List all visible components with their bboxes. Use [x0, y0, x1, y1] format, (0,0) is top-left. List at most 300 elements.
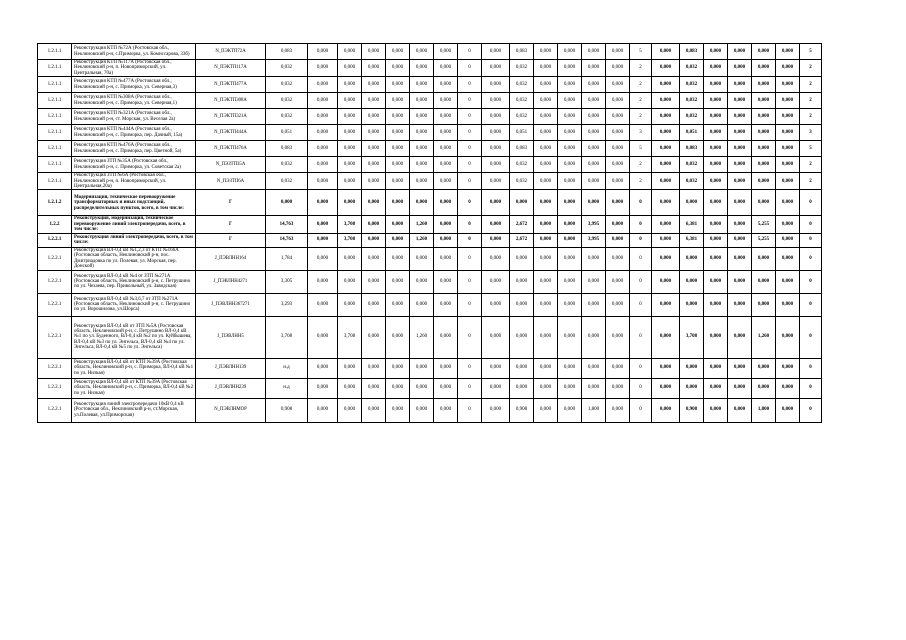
value-cell: 2,672	[510, 216, 534, 233]
value-cell: 0,000	[362, 378, 386, 398]
value-cell: 0,000	[776, 141, 800, 157]
project-name-cell: Реконструкция КТП №117А (Ростовская обл., Неклиновский р-н, п. Новоприморский, ул. Центральная, 70а)	[72, 60, 196, 77]
value-cell: 0,000	[482, 216, 510, 233]
value-cell: 0,000	[434, 173, 458, 190]
value-cell: 0,000	[752, 109, 776, 125]
value-cell: 0,032	[510, 109, 534, 125]
value-cell: 0,000	[308, 270, 338, 293]
value-cell: 0,000	[582, 247, 606, 270]
value-cell: 0,000	[410, 141, 434, 157]
value-cell: 0,000	[776, 44, 800, 60]
project-name-cell: Реконструкция ЗТП №35А (Ростовская обл., Неклиновский р-н, с. Приморка, ул. Советская 2а)	[72, 157, 196, 173]
value-cell: 0,000	[652, 358, 680, 378]
value-cell: 0,000	[680, 358, 704, 378]
value-cell: 0,000	[652, 141, 680, 157]
value-cell: 0,000	[728, 93, 752, 109]
value-cell: 3,305	[266, 270, 308, 293]
value-cell: 0	[458, 293, 482, 316]
project-code-cell: J_ПЭВЛНН164	[196, 247, 266, 270]
value-cell: 0,000	[308, 378, 338, 398]
value-cell: 0,000	[776, 125, 800, 141]
value-cell: 0,000	[558, 157, 582, 173]
value-cell: 0,000	[410, 398, 434, 422]
value-cell: 0,000	[558, 316, 582, 358]
value-cell: 0,000	[704, 109, 728, 125]
value-cell: 0,000	[308, 109, 338, 125]
value-cell: 0	[458, 141, 482, 157]
value-cell: 0	[458, 109, 482, 125]
value-cell: 0	[458, 216, 482, 233]
value-cell: 0,000	[728, 157, 752, 173]
project-name-cell: Реконструкция, модернизация, техническое перевооружение линий электропередачи, всего, в том числе:	[72, 216, 196, 233]
value-cell: 0	[630, 358, 652, 378]
value-cell: 0,000	[308, 233, 338, 247]
value-cell: 0,000	[410, 44, 434, 60]
value-cell: 0	[458, 125, 482, 141]
investment-program-table	[37, 43, 822, 423]
value-cell: 0,000	[752, 247, 776, 270]
value-cell: 0,000	[582, 109, 606, 125]
value-cell: 0,000	[434, 378, 458, 398]
value-cell: 0,000	[434, 358, 458, 378]
value-cell: 0,000	[752, 141, 776, 157]
value-cell: 1,784	[266, 247, 308, 270]
value-cell: 0,000	[680, 270, 704, 293]
value-cell: 0,051	[680, 125, 704, 141]
value-cell: 0,000	[434, 316, 458, 358]
value-cell: 0,908	[510, 398, 534, 422]
value-cell: 0,000	[410, 60, 434, 77]
value-cell: 2	[630, 109, 652, 125]
value-cell: 0,000	[728, 190, 752, 216]
value-cell: 0,000	[752, 358, 776, 378]
value-cell: 0,000	[652, 44, 680, 60]
value-cell: 1,260	[410, 233, 434, 247]
project-name-cell: Модернизация, техническое перевооружение трансформаторных и иных подстанций, распределительных пунктов, всего, в том числе:	[72, 190, 196, 216]
value-cell: 0,000	[534, 216, 558, 233]
project-code-cell: N_ПЭКТП308А	[196, 93, 266, 109]
value-cell: 3	[800, 125, 822, 141]
value-cell: 0	[458, 358, 482, 378]
value-cell: 0,000	[704, 216, 728, 233]
project-code-cell: N_ПЭКТП476А	[196, 141, 266, 157]
value-cell: 0	[630, 270, 652, 293]
value-cell: 0,000	[728, 77, 752, 93]
value-cell: 0,000	[606, 157, 630, 173]
value-cell: 0	[458, 60, 482, 77]
value-cell: 2	[800, 60, 822, 77]
value-cell: 0,000	[386, 125, 410, 141]
value-cell: 0,000	[338, 247, 362, 270]
value-cell: 0,000	[338, 60, 362, 77]
value-cell: 0,000	[558, 77, 582, 93]
project-code-cell: J_ПЭВЛНН5	[196, 316, 266, 358]
value-cell: 0,032	[680, 173, 704, 190]
value-cell: 0,000	[386, 378, 410, 398]
value-cell: 0,000	[652, 233, 680, 247]
value-cell: 0,000	[652, 190, 680, 216]
row-number-cell: 1.2.2.1	[38, 270, 72, 293]
value-cell: 0,000	[752, 157, 776, 173]
value-cell: 0	[458, 77, 482, 93]
value-cell: 0,000	[386, 44, 410, 60]
value-cell: 0,000	[582, 93, 606, 109]
row-number-cell: 1.2.1.1	[38, 141, 72, 157]
value-cell: 0,000	[434, 93, 458, 109]
value-cell: 0,032	[266, 173, 308, 190]
value-cell: 2	[630, 93, 652, 109]
value-cell: 0,000	[558, 190, 582, 216]
value-cell: 0,032	[680, 93, 704, 109]
value-cell: 0,000	[386, 109, 410, 125]
value-cell: 0,000	[338, 190, 362, 216]
value-cell: 0,000	[728, 44, 752, 60]
value-cell: 0,000	[558, 173, 582, 190]
row-number-cell: 1.2.1.1	[38, 44, 72, 60]
value-cell: 3,708	[338, 216, 362, 233]
value-cell: 0,000	[704, 247, 728, 270]
project-code-cell: N_ПЭКТП321А	[196, 109, 266, 125]
row-number-cell: 1.2.1.1	[38, 93, 72, 109]
value-cell: 0,000	[410, 378, 434, 398]
value-cell: 0,032	[510, 157, 534, 173]
project-name-cell: Реконструкция КТП №72А (Ростовская обл., Неклиновский р-н, с.Приморка, ул. Комиссарова, 33б)	[72, 44, 196, 60]
table-row	[38, 173, 822, 190]
value-cell: 0,000	[752, 293, 776, 316]
value-cell: 0,000	[704, 141, 728, 157]
value-cell: 0,000	[308, 398, 338, 422]
data-table	[37, 43, 822, 423]
value-cell: 0,000	[434, 141, 458, 157]
project-name-cell: Реконструкция КТП №321А (Ростовская обл., Неклиновский р-н, ст. Морская, ул. Веселая 2а)	[72, 109, 196, 125]
value-cell: 0,000	[482, 358, 510, 378]
value-cell: 0,000	[510, 190, 534, 216]
value-cell: 0,000	[410, 358, 434, 378]
value-cell: 0,000	[308, 141, 338, 157]
value-cell: 0,000	[776, 316, 800, 358]
value-cell: 5	[630, 141, 652, 157]
value-cell: 0	[630, 378, 652, 398]
value-cell: 1,800	[752, 398, 776, 422]
value-cell: 0,000	[482, 77, 510, 93]
value-cell: 0,000	[728, 125, 752, 141]
value-cell: 0,000	[776, 378, 800, 398]
value-cell: 0,000	[362, 316, 386, 358]
project-code-cell: N_ПЭКТП444А	[196, 125, 266, 141]
value-cell: 5	[800, 141, 822, 157]
value-cell: 0,000	[652, 247, 680, 270]
value-cell: 0,000	[434, 77, 458, 93]
value-cell: 0,000	[338, 398, 362, 422]
value-cell: 0,000	[652, 125, 680, 141]
value-cell: 0,000	[582, 60, 606, 77]
table-row	[38, 93, 822, 109]
value-cell: 0,000	[652, 378, 680, 398]
value-cell: 0	[630, 316, 652, 358]
value-cell: 0,000	[534, 358, 558, 378]
value-cell: 0,000	[558, 378, 582, 398]
value-cell: 6,381	[680, 216, 704, 233]
value-cell: 0,083	[510, 44, 534, 60]
value-cell: 0,000	[704, 378, 728, 398]
value-cell: 0,000	[558, 233, 582, 247]
table-row	[38, 109, 822, 125]
value-cell: 0	[800, 270, 822, 293]
value-cell: 0,032	[266, 93, 308, 109]
row-number-cell: 1.2.1.1	[38, 109, 72, 125]
row-number-cell: 1.2.1.1	[38, 77, 72, 93]
value-cell: 0,000	[752, 270, 776, 293]
table-row	[38, 398, 822, 422]
value-cell: 0,000	[752, 77, 776, 93]
value-cell: 0,000	[338, 44, 362, 60]
project-code-cell: Г	[196, 190, 266, 216]
value-cell: 0,000	[582, 190, 606, 216]
value-cell: 0,000	[386, 173, 410, 190]
value-cell: 0,032	[680, 77, 704, 93]
value-cell: 0,000	[338, 77, 362, 93]
value-cell: 0,000	[704, 44, 728, 60]
value-cell: 0,000	[510, 358, 534, 378]
row-number-cell: 1.2.2.1	[38, 316, 72, 358]
value-cell: 0,000	[680, 190, 704, 216]
value-cell: 0,000	[434, 44, 458, 60]
value-cell: 0,000	[606, 93, 630, 109]
value-cell: 0,000	[362, 270, 386, 293]
row-number-cell: 1.2.1.1	[38, 157, 72, 173]
value-cell: 0,000	[482, 293, 510, 316]
value-cell: 0,000	[434, 190, 458, 216]
value-cell: 0,000	[752, 378, 776, 398]
value-cell: 0,000	[410, 270, 434, 293]
value-cell: 0,032	[266, 109, 308, 125]
value-cell: 0,000	[482, 398, 510, 422]
value-cell: 0,000	[704, 93, 728, 109]
value-cell: 3,995	[582, 233, 606, 247]
table-row	[38, 44, 822, 60]
value-cell: 0,000	[582, 378, 606, 398]
value-cell: 0,000	[386, 270, 410, 293]
value-cell: 0,000	[482, 270, 510, 293]
value-cell: 0,000	[534, 190, 558, 216]
value-cell: 0	[458, 173, 482, 190]
value-cell: 0,000	[534, 93, 558, 109]
value-cell: 5,255	[752, 216, 776, 233]
value-cell: 0,000	[606, 378, 630, 398]
value-cell: 0	[630, 216, 652, 233]
value-cell: 0,000	[652, 270, 680, 293]
value-cell: 0,000	[582, 125, 606, 141]
value-cell: 3,708	[338, 233, 362, 247]
value-cell: 3,708	[338, 316, 362, 358]
value-cell: 0,000	[482, 60, 510, 77]
project-name-cell: Реконструкция ЗТП №6А (Ростовская обл., Неклиновский р-н, п. Новоприморский, ул. Центральная,20а)	[72, 173, 196, 190]
value-cell: 0,000	[680, 378, 704, 398]
table-row	[38, 247, 822, 270]
value-cell: 0	[800, 316, 822, 358]
value-cell: 0,000	[482, 109, 510, 125]
project-name-cell: Реконструкция КТП №477А (Ростовская обл., Неклиновский р-н, с. Приморка, ул. Северная,3)	[72, 77, 196, 93]
value-cell: 0,000	[652, 109, 680, 125]
project-name-cell: Реконструкция ВЛ-0,4 кВ от КТП №39А (Ростовская область, Неклиновский р-н, с. Приморка, ВЛ-0,4 кВ №1 по ул. Низкая)	[72, 358, 196, 378]
value-cell: 0	[800, 358, 822, 378]
value-cell: 0,000	[482, 247, 510, 270]
value-cell: 0,000	[776, 77, 800, 93]
value-cell: 0,000	[410, 190, 434, 216]
value-cell: 0,000	[534, 173, 558, 190]
value-cell: 0,000	[410, 173, 434, 190]
value-cell: 0,000	[510, 378, 534, 398]
value-cell: 3,708	[266, 316, 308, 358]
value-cell: 0,000	[308, 157, 338, 173]
value-cell: 0,000	[362, 157, 386, 173]
value-cell: 0,000	[558, 93, 582, 109]
value-cell: 0,000	[582, 316, 606, 358]
value-cell: 0,000	[410, 93, 434, 109]
project-code-cell: N_ПЭЗТП6А	[196, 173, 266, 190]
value-cell: 0,000	[652, 398, 680, 422]
value-cell: 0,000	[704, 190, 728, 216]
value-cell: 0	[458, 316, 482, 358]
value-cell: 0,000	[752, 60, 776, 77]
value-cell: 0,000	[606, 247, 630, 270]
value-cell: 0,000	[776, 157, 800, 173]
value-cell: 0,000	[410, 247, 434, 270]
value-cell: 2	[800, 173, 822, 190]
value-cell: 2,672	[510, 233, 534, 247]
value-cell: 0,000	[510, 293, 534, 316]
value-cell: 0,000	[266, 190, 308, 216]
value-cell: 0,000	[652, 93, 680, 109]
value-cell: 0,000	[338, 358, 362, 378]
value-cell: 0,000	[558, 293, 582, 316]
row-number-cell: 1.2.2.1	[38, 293, 72, 316]
value-cell: 0	[630, 233, 652, 247]
value-cell: 0,000	[534, 125, 558, 141]
value-cell: 0,032	[510, 93, 534, 109]
table-row	[38, 293, 822, 316]
value-cell: 0,000	[776, 93, 800, 109]
value-cell: 0,000	[534, 60, 558, 77]
table-row	[38, 216, 822, 233]
value-cell: 0,000	[386, 77, 410, 93]
value-cell: 0,000	[482, 44, 510, 60]
value-cell: 0,000	[776, 216, 800, 233]
value-cell: 0,000	[308, 190, 338, 216]
value-cell: 0	[800, 233, 822, 247]
value-cell: 0,000	[482, 316, 510, 358]
value-cell: 0,000	[776, 173, 800, 190]
value-cell: 0,000	[434, 109, 458, 125]
table-row	[38, 233, 822, 247]
value-cell: 0,000	[386, 316, 410, 358]
value-cell: 0,000	[728, 109, 752, 125]
value-cell: 0,000	[386, 233, 410, 247]
value-cell: 0,000	[362, 141, 386, 157]
value-cell: 0	[800, 216, 822, 233]
value-cell: 0	[800, 378, 822, 398]
value-cell: 0,000	[362, 173, 386, 190]
value-cell: 0,000	[362, 247, 386, 270]
value-cell: 5	[800, 44, 822, 60]
value-cell: 0,000	[362, 216, 386, 233]
value-cell: 3,995	[582, 216, 606, 233]
value-cell: 0,032	[266, 157, 308, 173]
value-cell: 0,000	[728, 293, 752, 316]
value-cell: 0,000	[386, 60, 410, 77]
value-cell: 0,000	[510, 270, 534, 293]
value-cell: 0,000	[338, 93, 362, 109]
value-cell: 0,000	[776, 358, 800, 378]
value-cell: 0,000	[704, 358, 728, 378]
value-cell: 0,000	[434, 270, 458, 293]
value-cell: 0,000	[482, 190, 510, 216]
value-cell: 0,000	[704, 60, 728, 77]
value-cell: 0,000	[410, 157, 434, 173]
value-cell: 0,000	[558, 125, 582, 141]
value-cell: 0,000	[434, 398, 458, 422]
value-cell: 0,000	[776, 270, 800, 293]
project-code-cell: Г	[196, 216, 266, 233]
value-cell: 0,000	[606, 293, 630, 316]
value-cell: 0,000	[606, 44, 630, 60]
value-cell: 0,000	[510, 247, 534, 270]
value-cell: 0,000	[362, 398, 386, 422]
value-cell: 0	[800, 247, 822, 270]
value-cell: 0,000	[652, 316, 680, 358]
value-cell: 0,000	[728, 233, 752, 247]
value-cell: 0,000	[704, 293, 728, 316]
value-cell: 0,000	[728, 270, 752, 293]
value-cell: 2	[630, 157, 652, 173]
row-number-cell: 1.2.1.1	[38, 173, 72, 190]
value-cell: 0,000	[362, 60, 386, 77]
value-cell: 0,000	[680, 293, 704, 316]
value-cell: 0,032	[266, 77, 308, 93]
value-cell: 0,000	[362, 77, 386, 93]
value-cell: 14,763	[266, 216, 308, 233]
value-cell: 0,000	[652, 60, 680, 77]
project-code-cell: N_ПЭКТП477А	[196, 77, 266, 93]
value-cell: 0,000	[434, 293, 458, 316]
value-cell: 0,032	[510, 77, 534, 93]
value-cell: 0,000	[338, 157, 362, 173]
value-cell: 0,000	[558, 358, 582, 378]
value-cell: 0,000	[410, 293, 434, 316]
project-code-cell: Г	[196, 233, 266, 247]
value-cell: 0,000	[308, 247, 338, 270]
value-cell: 0,000	[752, 125, 776, 141]
project-code-cell: J_ПЭВЛНН139	[196, 358, 266, 378]
value-cell: 0,000	[582, 358, 606, 378]
value-cell: 0,000	[534, 44, 558, 60]
value-cell: 0,000	[728, 60, 752, 77]
table-row	[38, 316, 822, 358]
value-cell: 0	[458, 93, 482, 109]
project-code-cell: J_ПЭВЛНН239	[196, 378, 266, 398]
value-cell: 0,000	[582, 44, 606, 60]
value-cell: 0,000	[680, 247, 704, 270]
value-cell: 0,000	[558, 60, 582, 77]
value-cell: 0,000	[752, 173, 776, 190]
value-cell: 14,763	[266, 233, 308, 247]
value-cell: 0	[458, 44, 482, 60]
value-cell: 0,000	[582, 141, 606, 157]
value-cell: 0,000	[362, 190, 386, 216]
value-cell: 0,000	[606, 173, 630, 190]
value-cell: 0,000	[606, 316, 630, 358]
value-cell: 0,000	[606, 233, 630, 247]
